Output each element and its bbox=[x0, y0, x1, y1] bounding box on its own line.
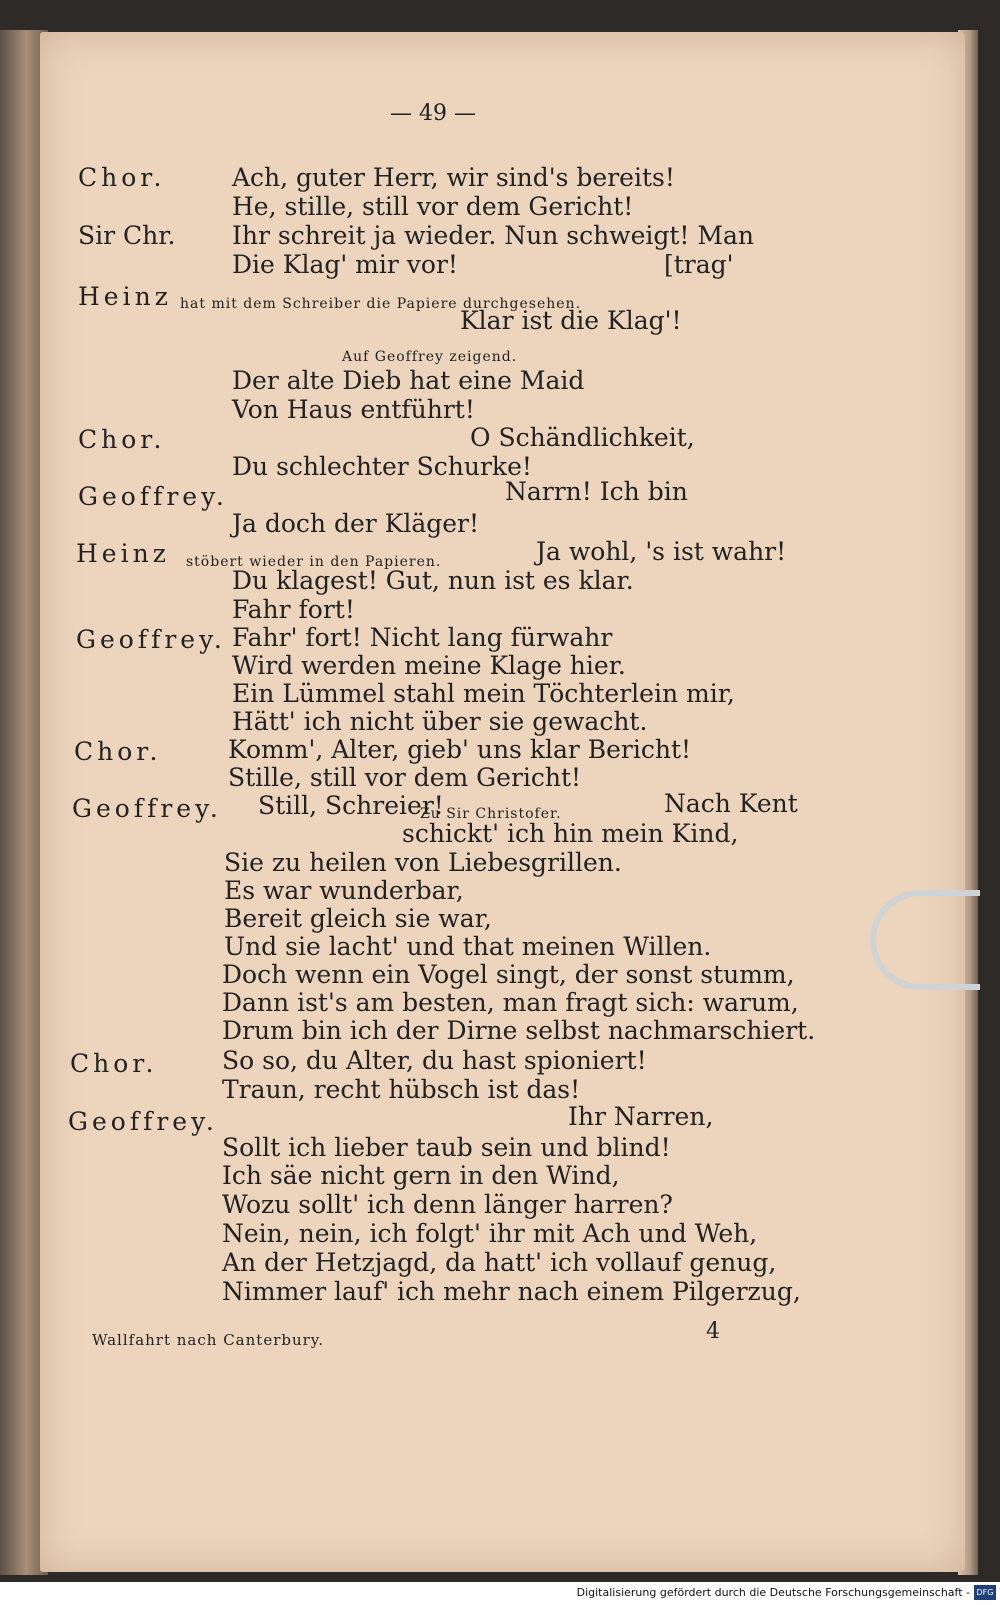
dfg-logo: DFG bbox=[974, 1585, 996, 1600]
verse-line: Ja doch der Kläger! bbox=[232, 509, 480, 538]
speaker-label: Geoffrey. bbox=[68, 1107, 218, 1136]
verse-line: So so, du Alter, du hast spioniert! bbox=[222, 1046, 647, 1075]
verse-line: Traun, recht hübsch ist das! bbox=[222, 1075, 581, 1104]
speaker-label: Geoffrey. bbox=[76, 625, 226, 654]
verse-line: Klar ist die Klag'! bbox=[460, 306, 682, 335]
verse-line: Wird werden meine Klage hier. bbox=[232, 651, 626, 680]
verse-line: Dann ist's am besten, man fragt sich: warum, bbox=[222, 988, 799, 1017]
speaker-label: Heinz bbox=[76, 539, 170, 568]
verse-line: Doch wenn ein Vogel singt, der sonst stumm, bbox=[222, 960, 795, 989]
verse-line: Es war wunderbar, bbox=[224, 876, 464, 905]
verse-line: Ein Lümmel stahl mein Töchterlein mir, bbox=[232, 679, 735, 708]
verse-line: Du schlechter Schurke! bbox=[232, 452, 532, 481]
verse-line: Ich säe nicht gern in den Wind, bbox=[222, 1161, 620, 1190]
verse-line: Bereit gleich sie war, bbox=[224, 904, 492, 933]
verse-line: O Schändlichkeit, bbox=[470, 423, 695, 452]
verse-line: Nach Kent bbox=[664, 789, 798, 818]
sheet-number: 4 bbox=[706, 1319, 720, 1344]
verse-line: Sie zu heilen von Liebesgrillen. bbox=[224, 848, 622, 877]
verse-line: Stille, still vor dem Gericht! bbox=[228, 763, 582, 792]
stage-direction: Auf Geoffrey zeigend. bbox=[342, 349, 518, 365]
stage-direction: Zu Sir Christofer. bbox=[420, 806, 562, 822]
verse-line: Fahr' fort! Nicht lang fürwahr bbox=[232, 623, 613, 652]
verse-line: Die Klag' mir vor! bbox=[232, 250, 458, 279]
verse-overflow: [trag' bbox=[664, 250, 734, 279]
credit-text: Digitalisierung gefördert durch die Deutsche Forschungsgemeinschaft - bbox=[576, 1586, 970, 1599]
stage-direction: stöbert wieder in den Papieren. bbox=[186, 554, 442, 570]
verse-line: Hätt' ich nicht über sie gewacht. bbox=[232, 707, 648, 736]
verse-line: Ja wohl, 's ist wahr! bbox=[536, 537, 787, 566]
speaker-label: Chor. bbox=[78, 163, 166, 192]
verse-line: Du klagest! Gut, nun ist es klar. bbox=[232, 566, 634, 595]
speaker-label: Chor. bbox=[74, 737, 162, 766]
verse-line: schickt' ich hin mein Kind, bbox=[402, 819, 739, 848]
verse-line: Narrn! Ich bin bbox=[505, 477, 688, 506]
signature-line: Wallfahrt nach Canterbury. bbox=[92, 1331, 325, 1349]
speaker-label: Geoffrey. bbox=[72, 794, 222, 823]
verse-line: Ihr schreit ja wieder. Nun schweigt! Man bbox=[232, 221, 755, 250]
verse-line: Ach, guter Herr, wir sind's bereits! bbox=[232, 163, 675, 192]
speaker-label: Sir Chr. bbox=[78, 221, 176, 250]
verse-line: Der alte Dieb hat eine Maid bbox=[232, 366, 585, 395]
speaker-label: Heinz bbox=[78, 282, 172, 311]
verse-line: He, stille, still vor dem Gericht! bbox=[232, 192, 634, 221]
verse-line: Drum bin ich der Dirne selbst nachmarschiert. bbox=[222, 1016, 816, 1045]
verse-line: Von Haus entführt! bbox=[232, 395, 475, 424]
page-number: — 49 — bbox=[390, 101, 476, 126]
verse-line: Ihr Narren, bbox=[568, 1102, 714, 1131]
verse-line: Und sie lacht' und that meinen Willen. bbox=[224, 932, 712, 961]
verse-line: Nimmer lauf' ich mehr nach einem Pilgerzug, bbox=[222, 1277, 801, 1306]
speaker-label: Chor. bbox=[78, 425, 166, 454]
verse-line: Still, Schreier! bbox=[258, 791, 444, 820]
verse-line: Fahr fort! bbox=[232, 595, 355, 624]
speaker-label: Chor. bbox=[70, 1049, 158, 1078]
verse-line: Komm', Alter, gieb' uns klar Bericht! bbox=[228, 735, 692, 764]
speaker-label: Geoffrey. bbox=[78, 482, 228, 511]
verse-line: An der Hetzjagd, da hatt' ich vollauf genug, bbox=[222, 1248, 777, 1277]
verse-line: Nein, nein, ich folgt' ihr mit Ach und Weh, bbox=[222, 1219, 758, 1248]
verse-line: Sollt ich lieber taub sein und blind! bbox=[222, 1133, 671, 1162]
paper-clip-graphic bbox=[870, 890, 980, 990]
stage-direction: hat mit dem Schreiber die Papiere durchgesehen. bbox=[180, 296, 582, 312]
verse-line: Wozu sollt' ich denn länger harren? bbox=[222, 1190, 673, 1219]
